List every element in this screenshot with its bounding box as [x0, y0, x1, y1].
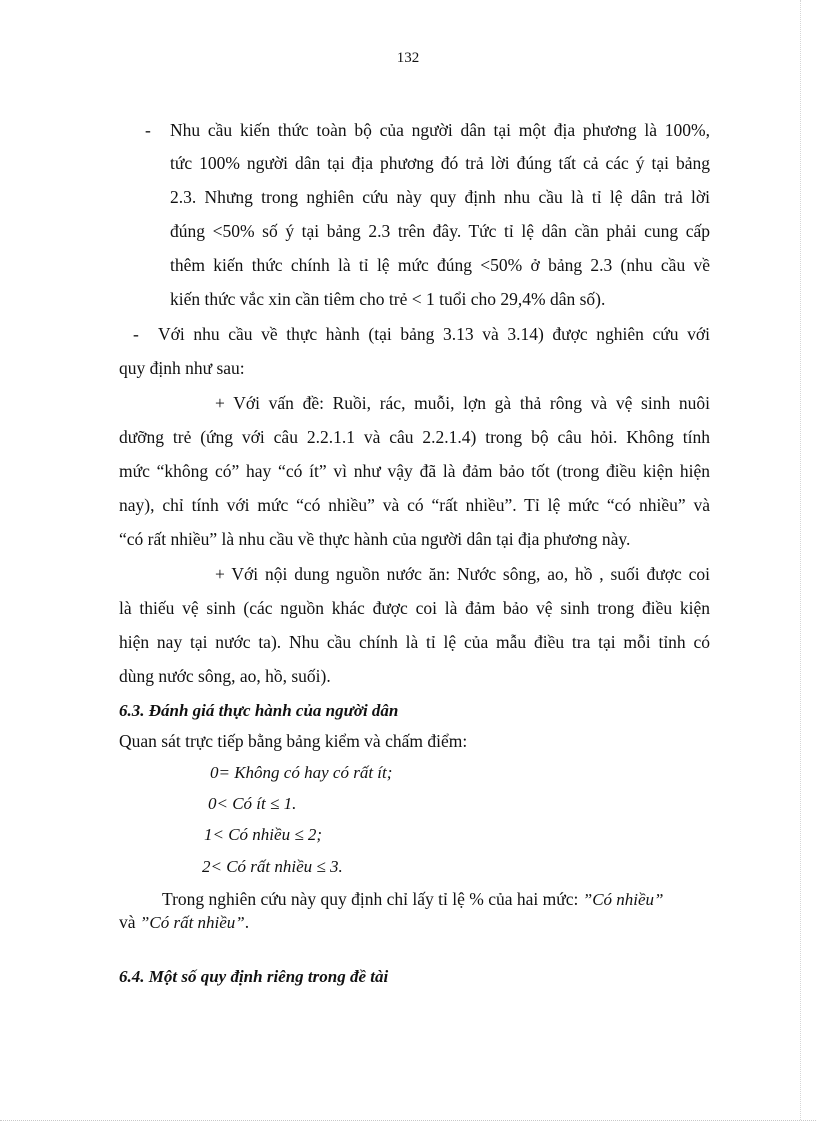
paragraph-line: đúng <50% số ý tại bảng 2.3 trên đây. Tức tỉ lệ dân cần phải cung cấp	[170, 221, 710, 241]
scale-item: 0< Có ít ≤ 1.	[208, 794, 297, 813]
bullet-marker: -	[145, 120, 151, 140]
paragraph-line: + Với vấn đề: Ruồi, rác, muỗi, lợn gà thả rông và vệ sinh nuôi	[215, 393, 710, 413]
paragraph-line: mức “không có” hay “có ít” vì như vậy đã là đảm bảo tốt (trong điều kiện hiện	[119, 461, 710, 481]
paragraph-line: thêm kiến thức chính là tỉ lệ mức đúng <50% ở bảng 2.3 (nhu cầu về	[170, 255, 710, 275]
paragraph-line: tức 100% người dân tại địa phương đó trả lời đúng tất cả các ý tại bảng	[170, 153, 710, 173]
note-text: Trong nghiên cứu này quy định chỉ lấy tỉ lệ % của hai mức:	[162, 889, 579, 909]
paragraph-line: Nhu cầu kiến thức toàn bộ của người dân tại một địa phương là 100%,	[170, 120, 710, 140]
section-intro: Quan sát trực tiếp bằng bảng kiểm và chấm điểm:	[119, 731, 468, 751]
section-heading: 6.4. Một số quy định riêng trong đề tài	[119, 967, 389, 986]
paragraph-line: dưỡng trẻ (ứng với câu 2.2.1.1 và câu 2.2.1.4) trong bộ câu hỏi. Không tính	[119, 427, 710, 447]
note-term: ”Có rất nhiều”	[139, 913, 245, 932]
note-term: ”Có nhiều”	[582, 890, 664, 909]
paragraph-line: “có rất nhiều” là nhu cầu về thực hành của người dân tại địa phương này.	[119, 529, 631, 549]
bullet-marker: -	[133, 324, 139, 344]
page-edge-right	[800, 0, 801, 1120]
paragraph-line: + Với nội dung nguồn nước ăn: Nước sông, ao, hồ , suối được coi	[215, 564, 710, 584]
scale-item: 0= Không có hay có rất ít;	[210, 763, 393, 782]
paragraph-line: Với nhu cầu về thực hành (tại bảng 3.13 và 3.14) được nghiên cứu với	[158, 324, 710, 344]
note-line	[119, 911, 249, 934]
paragraph-line: hiện nay tại nước ta). Nhu cầu chính là tỉ lệ của mẫu điều tra tại mỗi tỉnh có	[119, 632, 710, 652]
section-heading: 6.3. Đánh giá thực hành của người dân	[119, 701, 399, 720]
note-text: và	[119, 912, 136, 932]
paragraph-line: quy định như sau:	[119, 358, 245, 378]
page-edge-bottom	[0, 1120, 816, 1121]
note-text: .	[244, 912, 250, 932]
paragraph-line: 2.3. Nhưng trong nghiên cứu này quy định nhu cầu là tỉ lệ dân trả lời	[170, 187, 710, 207]
scale-item: 2< Có rất nhiều ≤ 3.	[202, 857, 343, 876]
note-line	[162, 888, 664, 911]
paragraph-line: kiến thức vắc xin cần tiêm cho trẻ < 1 tuổi cho 29,4% dân số).	[170, 289, 606, 309]
paragraph-line: là thiếu vệ sinh (các nguồn khác được coi là đảm bảo vệ sinh trong điều kiện	[119, 598, 710, 618]
page-number: 132	[396, 50, 420, 66]
paragraph-line: nay), chỉ tính với mức “có nhiều” và có “rất nhiều”. Tỉ lệ mức “có nhiều” và	[119, 495, 710, 515]
paragraph-line: dùng nước sông, ao, hồ, suối).	[119, 666, 331, 686]
scale-item: 1< Có nhiều ≤ 2;	[204, 825, 323, 844]
